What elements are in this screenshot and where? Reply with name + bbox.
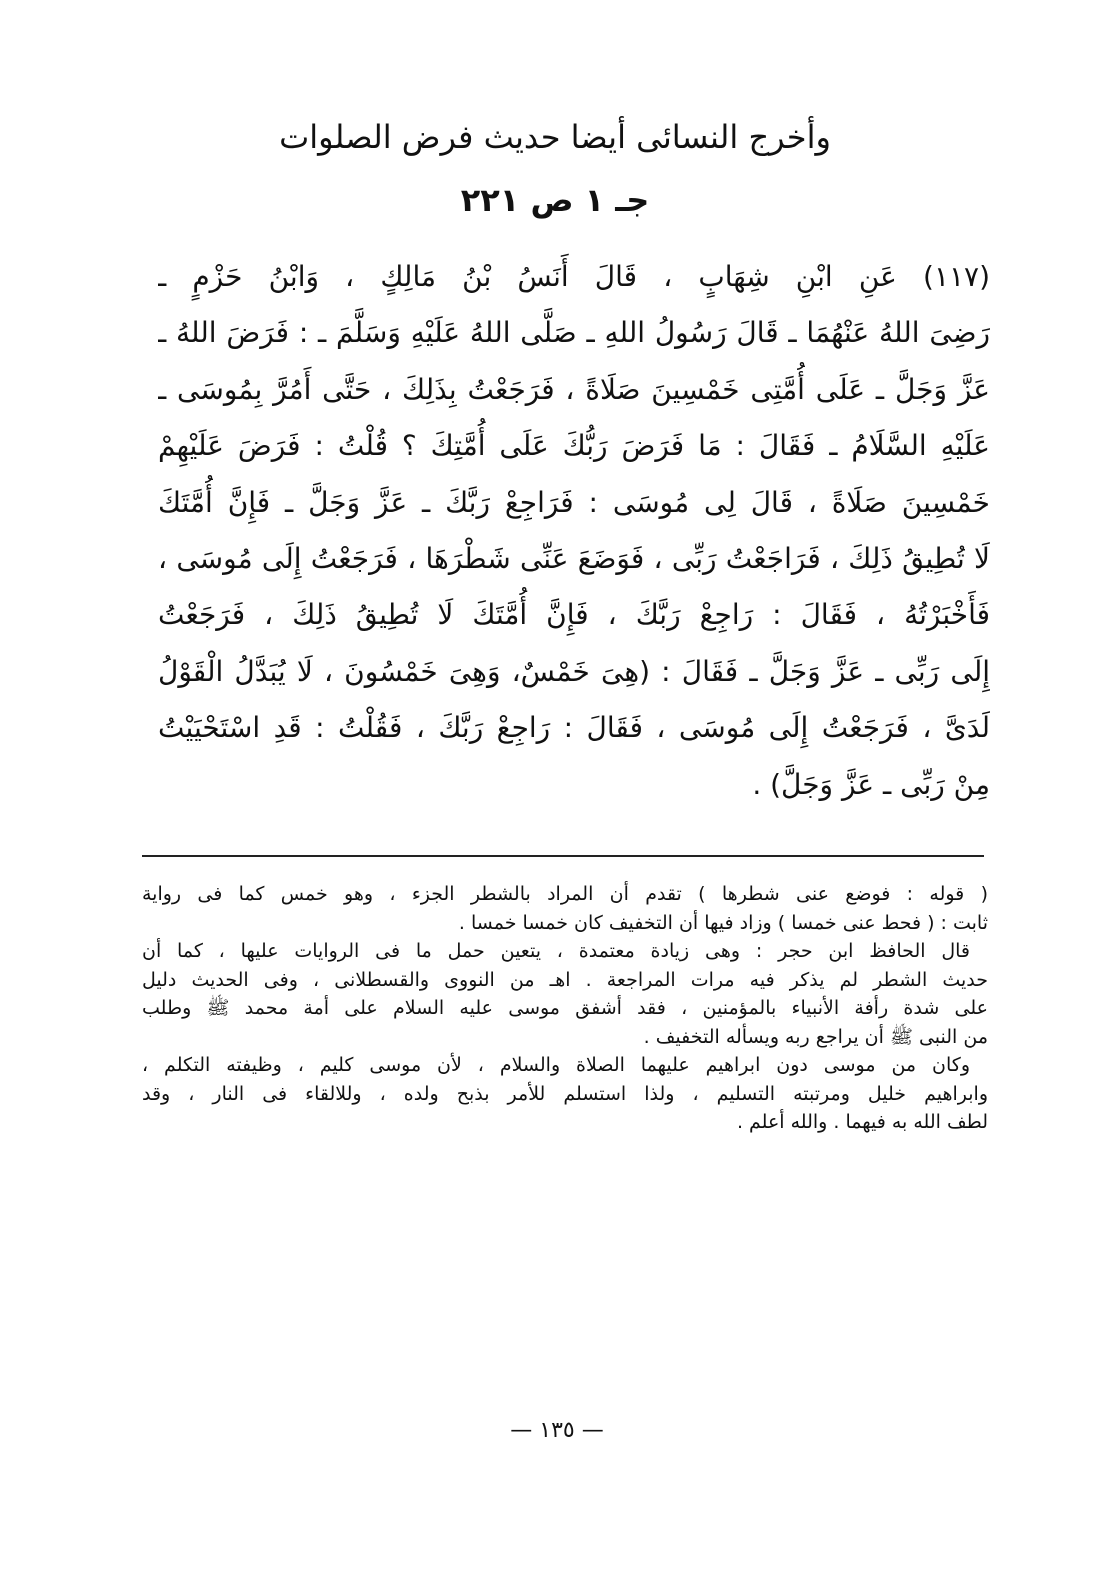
footnote-line: ثابت : ( فحط عنى خمسا ) وزاد فيها أن التخفيف كان خمسا خمسا . bbox=[458, 911, 988, 934]
hadith-line: رَضِىَ اللهُ عَنْهُمَا ـ قَالَ رَسُولُ اللهِ ـ صَلَّى اللهُ عَلَيْهِ وَسَلَّمَ ـ : فَرَضَ اللهُ ـ bbox=[158, 316, 990, 350]
footnote-divider bbox=[142, 855, 984, 857]
footnote-line: ( قوله : فوضع عنى شطرها ) تقدم أن المراد بالشطر الجزء ، وهو خمس كما فى رواية bbox=[142, 883, 988, 905]
hadith-line: عَلَيْهِ السَّلَامُ ـ فَقَالَ : مَا فَرَضَ رَبُّكَ عَلَى أُمَّتِكَ ؟ قُلْتُ : فَرَضَ عَلَيْهِمْ bbox=[158, 429, 990, 463]
hadith-line: (١١٧) عَنِ ابْنِ شِهَابٍ ، قَالَ أَنَسُ بْنُ مَالِكٍ ، وَابْنُ حَزْمٍ ـ bbox=[158, 260, 990, 293]
footnote-line: وكان من موسى دون ابراهيم عليهما الصلاة والسلام ، لأن موسى كليم ، وظيفته التكلم ، bbox=[142, 1054, 970, 1076]
footnote-line: من النبى ﷺ أن يراجع ربه ويسأله التخفيف . bbox=[643, 1025, 988, 1048]
volume-page-reference: جـ ١ ص ٢٢١ bbox=[460, 181, 650, 219]
footnote-line: على شدة رأفة الأنبياء بالمؤمنين ، فقد أشفق موسى عليه السلام على أمة محمد ﷺ وطلب bbox=[142, 997, 988, 1019]
footnotes bbox=[142, 880, 988, 1137]
footnote-line: لطف الله به فيهما . والله أعلم . bbox=[736, 1111, 988, 1133]
hadith-line: خَمْسِينَ صَلَاةً ، قَالَ لِى مُوسَى : فَرَاجِعْ رَبَّكَ ـ عَزَّ وَجَلَّ ـ فَإِنَّ أُمَّتَكَ bbox=[158, 485, 990, 519]
hadith-line: مِنْ رَبِّى ـ عَزَّ وَجَلَّ) . bbox=[752, 767, 990, 801]
hadith-line: إِلَى رَبِّى ـ عَزَّ وَجَلَّ ـ فَقَالَ : (هِىَ خَمْسٌ، وَهِىَ خَمْسُونَ ، لَا يُبَدَّلُ الْقَوْلُ bbox=[158, 654, 990, 688]
hadith-line: لَا تُطِيقُ ذَلِكَ ، فَرَاجَعْتُ رَبِّى ، فَوَضَعَ عَنِّى شَطْرَهَا ، فَرَجَعْتُ إِلَى مُوسَى ، bbox=[158, 542, 990, 576]
hadith-text bbox=[158, 249, 990, 813]
page-number: — ١٣٥ — bbox=[510, 1418, 604, 1443]
section-heading: وأخرج النسائى أيضا حديث فرض الصلوات bbox=[279, 118, 831, 156]
footnote-line: وابراهيم خليل ومرتبته التسليم ، ولذا استسلم للأمر بذبح ولده ، وللالقاء فى النار ، وقد bbox=[142, 1082, 988, 1105]
footnote-line: حديث الشطر لم يذكر فيه مرات المراجعة . اهـ من النووى والقسطلانى ، وفى الحديث دليل bbox=[142, 968, 988, 991]
hadith-line: فَأَخْبَرْتُهُ ، فَقَالَ : رَاجِعْ رَبَّكَ ، فَإِنَّ أُمَّتَكَ لَا تُطِيقُ ذَلِكَ ، فَرَجَعْتُ bbox=[158, 598, 990, 632]
footnote-line: قال الحافظ ابن حجر : وهى زيادة معتمدة ، يتعين حمل ما فى الروايات عليها ، كما أن bbox=[142, 940, 970, 962]
hadith-line: لَدَىَّ ، فَرَجَعْتُ إِلَى مُوسَى ، فَقَالَ : رَاجِعْ رَبَّكَ ، فَقُلْتُ : قَدِ اسْتَحْيَيْتُ bbox=[158, 711, 990, 745]
hadith-line: عَزَّ وَجَلَّ ـ عَلَى أُمَّتِى خَمْسِينَ صَلَاةً ، فَرَجَعْتُ بِذَلِكَ ، حَتَّى أَمُرَّ بِمُوسَى ـ bbox=[158, 372, 990, 406]
